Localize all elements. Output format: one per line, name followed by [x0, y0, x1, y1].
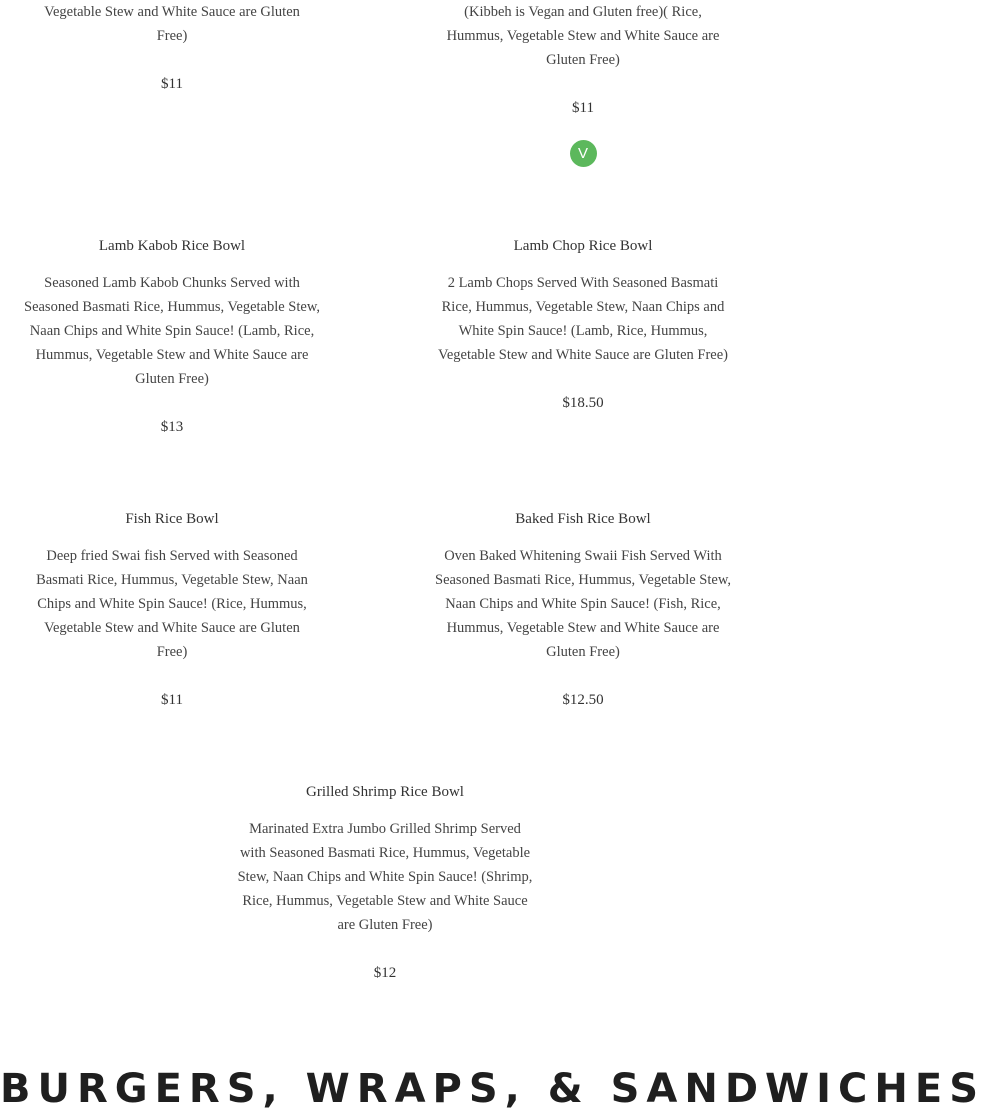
item-price: $11 [161, 692, 183, 708]
item-price: $18.50 [562, 395, 604, 411]
item-price: $13 [160, 419, 184, 435]
item-title: Baked Fish Rice Bowl [515, 511, 651, 527]
menu-item-baked-fish [433, 509, 733, 710]
item-description: 2 Lamb Chops Served With Seasoned Basmati Rice, Hummus, Vegetable Stew, Naan Chips and White Spin Sauce! (Lamb, Rice, Hummus, Vegetable Stew and White Sauce are Gluten Free) [437, 275, 729, 363]
menu-item-lamb-kabob [22, 236, 322, 437]
menu-item-partial-left [27, 0, 317, 94]
item-description: Vegetable Stew and White Sauce are Gluten Free) [44, 4, 300, 44]
item-title: Fish Rice Bowl [125, 511, 219, 527]
menu-item-lamb-chop [433, 236, 733, 413]
item-description: Deep fried Swai fish Served with Seasoned Basmati Rice, Hummus, Vegetable Stew, Naan Chips and White Spin Sauce! (Rice, Hummus, Vegetable Stew and White Sauce are Gluten Free) [36, 548, 308, 660]
section-heading-burgers: BURGERS, WRAPS, & SANDWICHES [0, 1066, 985, 1112]
item-description: Seasoned Lamb Kabob Chunks Served with Seasoned Basmati Rice, Hummus, Vegetable Stew, Naan Chips and White Spin Sauce! (Lamb, Rice, Hummus, Vegetable Stew and White Sauce are Gluten Free) [24, 275, 320, 387]
item-description: (Kibbeh is Vegan and Gluten free)( Rice, Hummus, Vegetable Stew and White Sauce are Gluten Free) [446, 4, 720, 68]
item-price: $12 [373, 965, 397, 981]
item-price: $11 [572, 100, 594, 116]
menu-item-grilled-shrimp [236, 782, 534, 983]
item-description: Oven Baked Whitening Swaii Fish Served With Seasoned Basmati Rice, Hummus, Vegetable Stew, Naan Chips and White Spin Sauce! (Fish, Rice, Hummus, Vegetable Stew and White Sauce are Gluten Free) [435, 548, 731, 660]
item-price: $12.50 [562, 692, 604, 708]
menu-item-fish [27, 509, 317, 710]
item-description: Marinated Extra Jumbo Grilled Shrimp Served with Seasoned Basmati Rice, Hummus, Vegetable Stew, Naan Chips and White Spin Sauce! (Shrimp, Rice, Hummus, Vegetable Stew and White Sauce are Gluten Free) [237, 821, 533, 933]
item-title: Lamb Kabob Rice Bowl [98, 238, 246, 254]
item-title: Lamb Chop Rice Bowl [513, 238, 653, 254]
item-price: $11 [161, 76, 183, 92]
item-title: Grilled Shrimp Rice Bowl [306, 784, 464, 800]
menu-item-partial-right [438, 0, 728, 167]
vegan-badge-icon: V [570, 140, 597, 167]
